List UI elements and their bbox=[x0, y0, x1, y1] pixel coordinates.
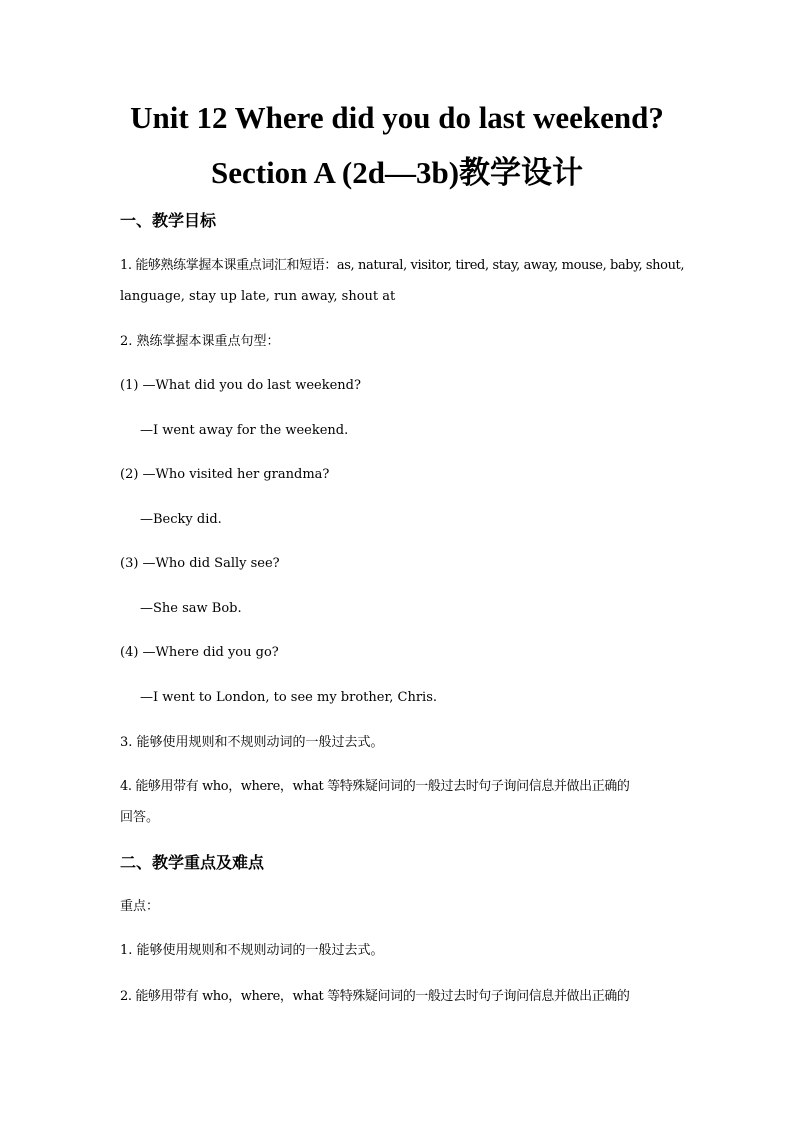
key-point-item-1: 1. 能够使用规则和不规则动词的一般过去式。 bbox=[120, 943, 384, 958]
dialogue-4-question: (4) —Where did you go? bbox=[120, 645, 279, 660]
section-heading-key-points: 二、教学重点及难点 bbox=[120, 853, 265, 872]
document-subtitle: Section A (2d—3b)教学设计 bbox=[210, 155, 584, 190]
dialogue-2-question: (2) —Who visited her grandma? bbox=[120, 467, 330, 482]
dialogue-4-answer: —I went to London, to see my brother, Chris. bbox=[140, 690, 437, 705]
dialogue-2-answer: —Becky did. bbox=[140, 512, 222, 527]
objective-item-3: 3. 能够使用规则和不规则动词的一般过去式。 bbox=[120, 735, 384, 750]
document-title: Unit 12 Where did you do last weekend? bbox=[130, 100, 664, 135]
dialogue-1-answer: —I went away for the weekend. bbox=[140, 423, 349, 438]
key-point-item-2: 2. 能够用带有 who，where，what 等特殊疑问词的一般过去时句子询问信息并做出正确的 bbox=[120, 989, 630, 1004]
section-heading-objectives: 一、教学目标 bbox=[120, 211, 217, 230]
objective-item-4-line-2: 回答。 bbox=[120, 810, 160, 825]
key-points-label: 重点： bbox=[120, 899, 160, 914]
objective-item-1-line-2: language, stay up late, run away, shout at bbox=[120, 289, 396, 304]
dialogue-1-question: (1) —What did you do last weekend? bbox=[120, 378, 361, 393]
dialogue-3-answer: —She saw Bob. bbox=[140, 601, 242, 616]
dialogue-3-question: (3) —Who did Sally see? bbox=[120, 556, 280, 571]
objective-item-1-line-1: 1. 能够熟练掌握本课重点词汇和短语：as, natural, visitor, tired, stay, away, mouse, baby, shout, bbox=[120, 258, 685, 273]
objective-item-4-line-1: 4. 能够用带有 who，where，what 等特殊疑问词的一般过去时句子询问信息并做出正确的 bbox=[120, 779, 630, 794]
objective-item-2: 2. 熟练掌握本课重点句型： bbox=[120, 334, 280, 349]
